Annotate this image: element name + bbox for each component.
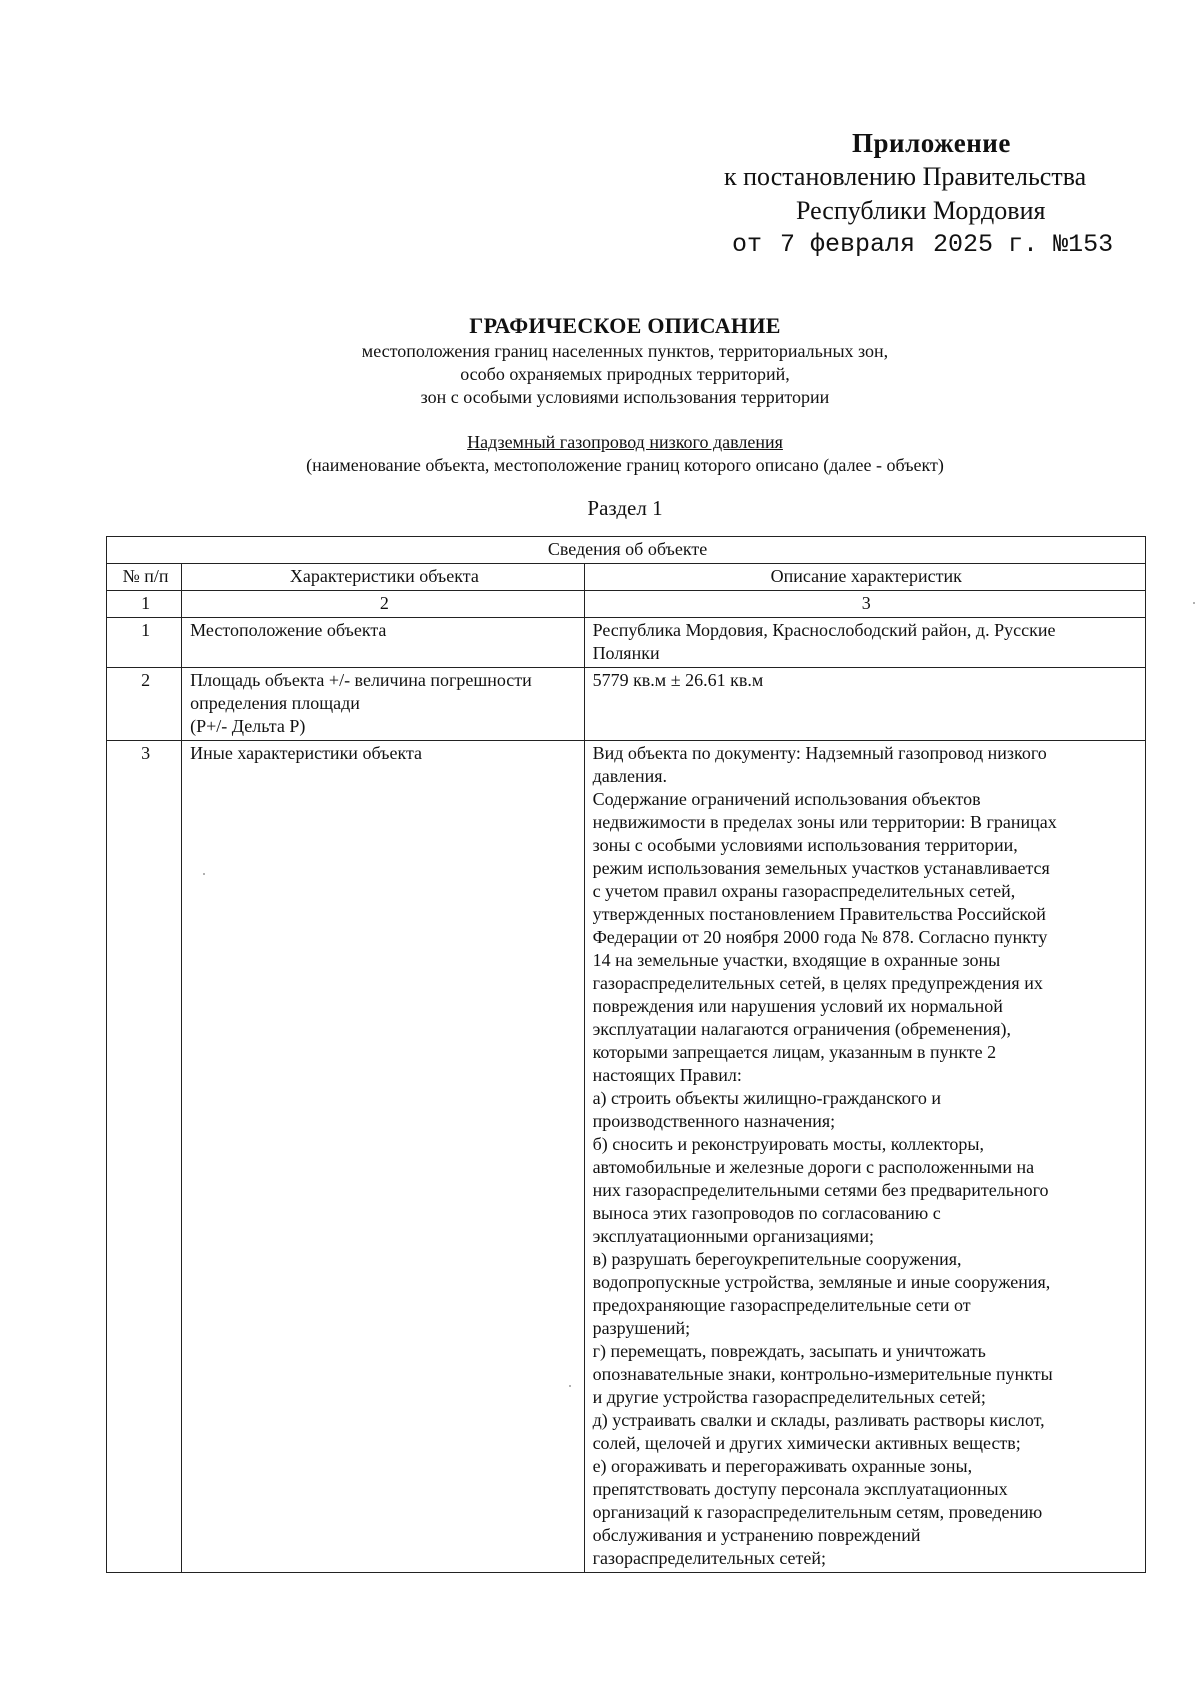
document-subtitle-1: местоположения границ населенных пунктов, территориальных зон,: [361, 341, 889, 361]
text-line: недвижимости в пределах зоны или территории: В границах: [592, 812, 1057, 832]
section-label: Раздел 1: [587, 496, 663, 520]
scan-speck: [569, 1385, 571, 1387]
text-line: Полянки: [592, 643, 660, 663]
text-line: 5779 кв.м ± 26.61 кв.м: [592, 670, 764, 690]
text-line: разрушений;: [592, 1318, 691, 1338]
text-line: солей, щелочей и других химически активных веществ;: [592, 1433, 1021, 1453]
document-title: ГРАФИЧЕСКОЕ ОПИСАНИЕ: [469, 313, 781, 338]
attachment-line-1: к постановлению Правительства: [724, 162, 1087, 191]
row-characteristic: [182, 668, 584, 741]
text-line: (Р+/- Дельта Р): [190, 716, 306, 736]
text-line: предохраняющие газораспределительные сети от: [592, 1295, 971, 1315]
column-number-3: 3: [584, 591, 1145, 618]
attachment-line-2: Республики Мордовия: [796, 196, 1046, 225]
row-characteristic: [182, 741, 584, 1573]
scan-speck: [1193, 602, 1195, 604]
text-line: газораспределительных сетей, в целях предупреждения их: [592, 973, 1043, 993]
attachment-title: Приложение: [852, 128, 1011, 158]
text-line: определения площади: [190, 693, 360, 713]
text-line: которыми запрещается лицам, указанным в пункте 2: [592, 1042, 997, 1062]
object-info-table: [106, 536, 1146, 1573]
document-subtitle-2: особо охраняемых природных территорий,: [460, 364, 790, 384]
text-line: Иные характеристики объекта: [190, 743, 423, 763]
text-line: Вид объекта по документу: Надземный газопровод низкого: [592, 743, 1047, 763]
date-day-month: 7 февраля: [780, 230, 916, 259]
text-line: Содержание ограничений использования объектов: [592, 789, 981, 809]
text-line: обслуживания и устранению повреждений: [592, 1525, 921, 1545]
table-row: [107, 741, 1146, 1573]
text-line: Местоположение объекта: [190, 620, 387, 640]
column-number-1: 1: [107, 591, 182, 618]
text-line: а) строить объекты жилищно-гражданского и: [592, 1088, 941, 1108]
text-line: в) разрушать берегоукрепительные сооружения,: [592, 1249, 962, 1269]
text-line: газораспределительных сетей;: [592, 1548, 827, 1568]
text-line: е) огораживать и перегораживать охранные зоны,: [592, 1456, 973, 1476]
text-line: повреждения или нарушения условий их нормальной: [592, 996, 1003, 1016]
text-line: настоящих Правил:: [592, 1065, 742, 1085]
text-line: режим использования земельных участков устанавливается: [592, 858, 1050, 878]
text-line: них газораспределительными сетями без предварительного: [592, 1180, 1049, 1200]
text-line: водопропускные устройства, земляные и иные сооружения,: [592, 1272, 1051, 1292]
table-caption: Сведения об объекте: [107, 537, 1146, 564]
object-caption: (наименование объекта, местоположение границ которого описано (далее - объект): [306, 455, 944, 475]
header-number: № п/п: [107, 564, 182, 591]
text-line: д) устраивать свалки и склады, разливать растворы кислот,: [592, 1410, 1045, 1430]
text-line: 14 на земельные участки, входящие в охранные зоны: [592, 950, 1001, 970]
text-line: зоны с особыми условиями использования территории,: [592, 835, 1018, 855]
row-description: [584, 741, 1145, 1573]
attachment-date-line: [732, 228, 1164, 262]
text-line: автомобильные и железные дороги с расположенными на: [592, 1157, 1035, 1177]
text-line: Федерации от 20 ноября 2000 года № 878. Согласно пункту: [592, 927, 1048, 947]
text-line: Республика Мордовия, Краснослободский район, д. Русские: [592, 620, 1056, 640]
row-number: 3: [107, 741, 182, 1573]
date-year: 2025 г. №: [933, 230, 1069, 259]
text-line: препятствовать доступу персонала эксплуатационных: [592, 1479, 1008, 1499]
row-description: [584, 668, 1145, 741]
text-line: организаций к газораспределительным сетям, проведению: [592, 1502, 1043, 1522]
header-description: Описание характеристик: [584, 564, 1145, 591]
column-number-2: 2: [182, 591, 584, 618]
document-heading: [100, 312, 1150, 521]
text-line: Площадь объекта +/- величина погрешности: [190, 670, 532, 690]
text-line: и другие устройства газораспределительных сетей;: [592, 1387, 986, 1407]
text-line: б) сносить и реконструировать мосты, коллекторы,: [592, 1134, 984, 1154]
row-characteristic: [182, 618, 584, 668]
scan-speck: [203, 873, 205, 875]
row-number: 1: [107, 618, 182, 668]
text-line: выноса этих газопроводов по согласованию с: [592, 1203, 941, 1223]
table-row: [107, 618, 1146, 668]
table-row: [107, 668, 1146, 741]
row-description: [584, 618, 1145, 668]
text-line: давления.: [592, 766, 667, 786]
text-line: с учетом правил охраны газораспределительных сетей,: [592, 881, 1016, 901]
text-line: опознавательные знаки, контрольно-измерительные пункты: [592, 1364, 1053, 1384]
resolution-number: 153: [1068, 230, 1114, 259]
header-characteristic: Характеристики объекта: [182, 564, 584, 591]
text-line: производственного назначения;: [592, 1111, 836, 1131]
object-name: Надземный газопровод низкого давления: [467, 432, 783, 452]
attachment-block: [724, 126, 1164, 262]
document-subtitle-3: зон с особыми условиями использования территории: [420, 387, 830, 407]
row-number: 2: [107, 668, 182, 741]
text-line: г) перемещать, повреждать, засыпать и уничтожать: [592, 1341, 986, 1361]
text-line: эксплуатации налагаются ограничения (обременения),: [592, 1019, 1012, 1039]
text-line: утвержденных постановлением Правительства Российской: [592, 904, 1046, 924]
text-line: эксплуатационными организациями;: [592, 1226, 875, 1246]
date-prefix: от: [732, 230, 763, 259]
